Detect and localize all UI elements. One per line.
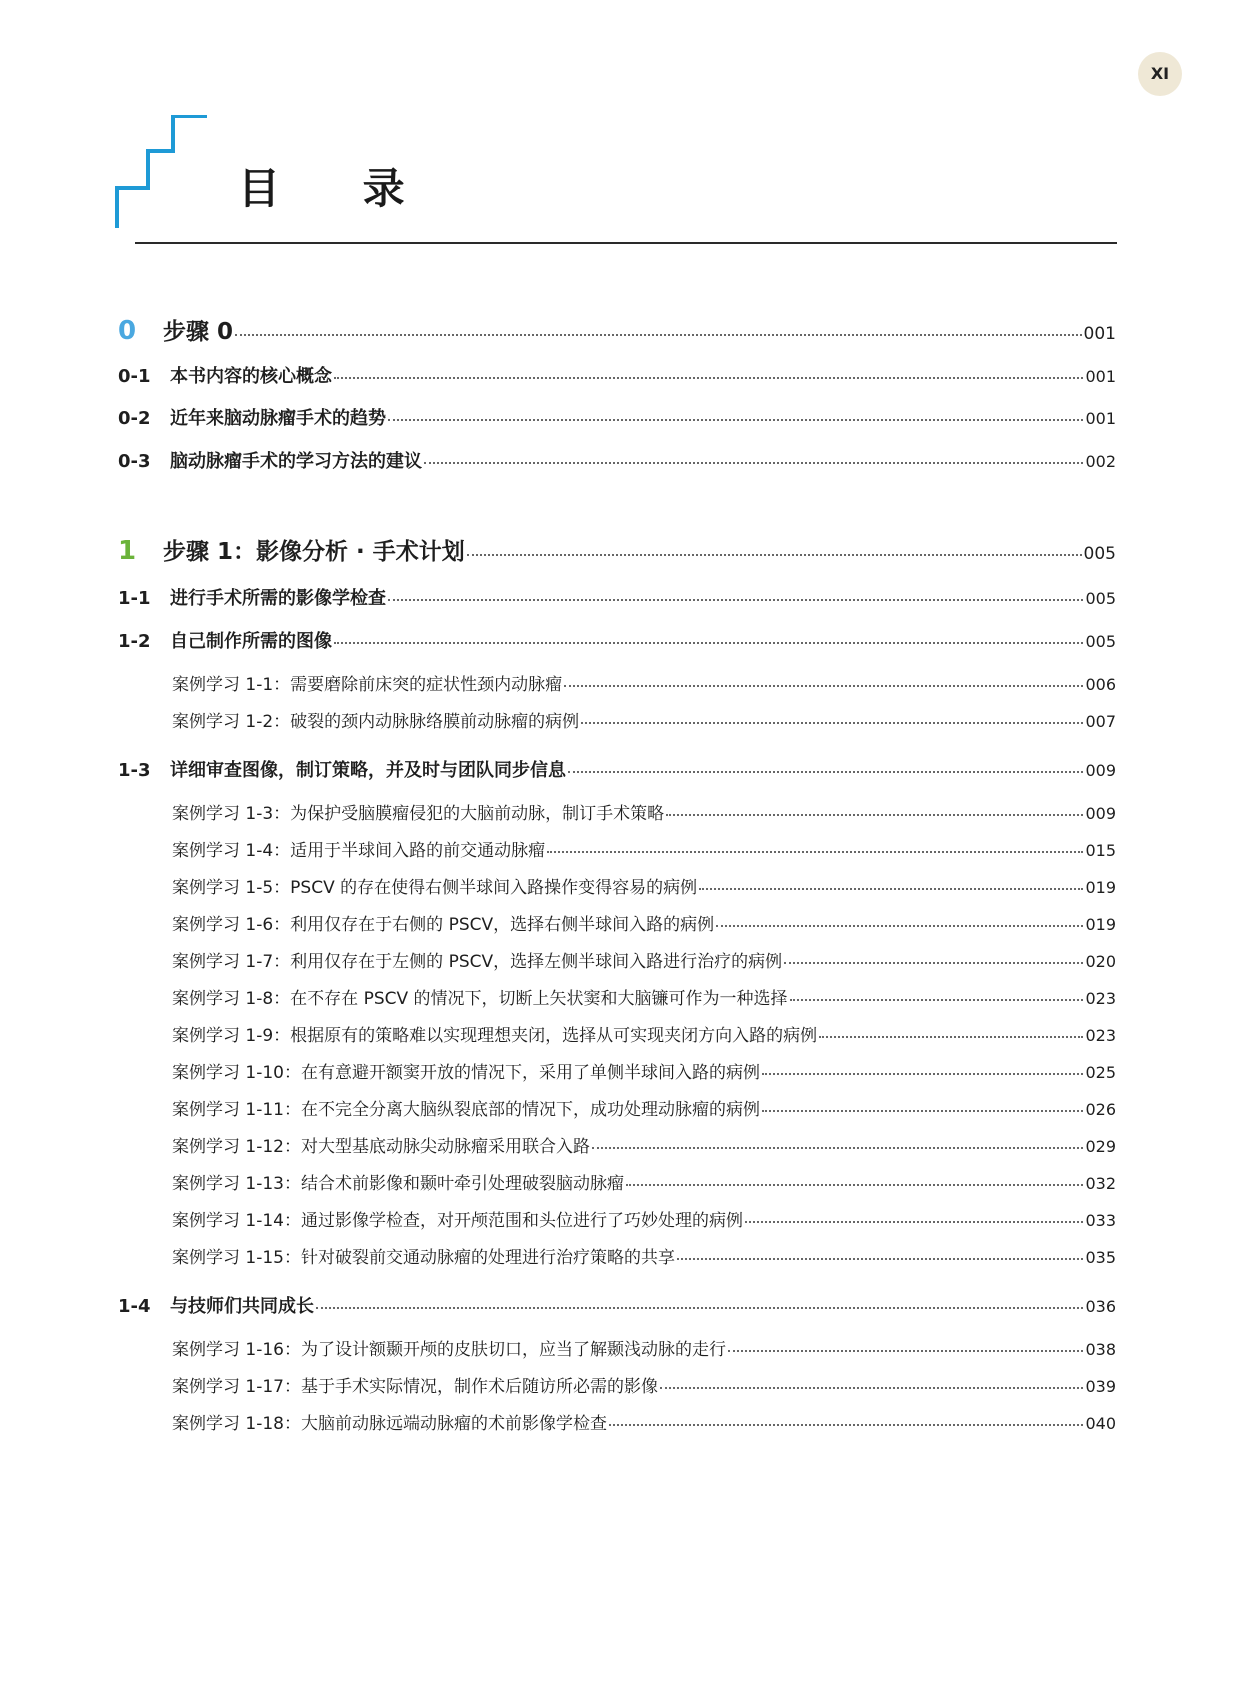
dot-leader [745,1221,1083,1223]
dot-leader [564,685,1083,687]
case-title: 案例学习 1-2：破裂的颈内动脉脉络膜前动脉瘤的病例 [172,712,580,732]
page-ref: 005 [1085,589,1116,608]
case-title: 案例学习 1-3：为保护受脑膜瘤侵犯的大脑前动脉，制订手术策略 [172,804,665,824]
page-ref: 002 [1085,452,1116,471]
case-title: 案例学习 1-5：PSCV 的存在使得右侧半球间入路操作变得容易的病例 [172,878,698,898]
dot-leader [568,771,1083,773]
section-number: 1-2 [118,631,151,652]
toc-section-0-1[interactable] [118,362,1116,388]
page-ref: 025 [1085,1063,1116,1082]
page-number-badge: XI [1138,52,1182,96]
case-title: 案例学习 1-1：需要磨除前床突的症状性颈内动脉瘤 [172,675,563,695]
page-ref: 020 [1085,952,1116,971]
page-ref: 019 [1085,878,1116,897]
page-ref: 005 [1083,544,1116,564]
dot-leader [609,1424,1083,1426]
section-title: 详细审查图像，制订策略，并及时与团队同步信息 [170,760,566,781]
page-ref: 015 [1085,841,1116,860]
toc-section-1-4[interactable] [118,1292,1116,1318]
section-number: 1-3 [118,760,151,781]
dot-leader [334,377,1083,379]
toc-case-1-1[interactable] [172,670,1116,695]
case-title: 案例学习 1-14：通过影像学检查，对开颅范围和头位进行了巧妙处理的病例 [172,1211,743,1231]
section-title: 近年来脑动脉瘤手术的趋势 [170,408,386,429]
toc-section-0-3[interactable] [118,447,1116,473]
toc-case-1-14[interactable] [172,1206,1116,1231]
section-number: 0-2 [118,408,151,429]
dot-leader [660,1387,1083,1389]
dot-leader [424,462,1083,464]
page-ref: 038 [1085,1340,1116,1359]
toc-case-1-13[interactable] [172,1169,1116,1194]
page-ref: 039 [1085,1377,1116,1396]
page-ref: 009 [1085,761,1116,780]
page-ref: 035 [1085,1248,1116,1267]
page-ref: 005 [1085,632,1116,651]
page-ref: 023 [1085,989,1116,1008]
toc-section-1-2[interactable] [118,627,1116,653]
dot-leader [547,851,1083,853]
dot-leader [819,1036,1083,1038]
case-title: 案例学习 1-10：在有意避开额窦开放的情况下，采用了单侧半球间入路的病例 [172,1063,760,1083]
section-title: 进行手术所需的影像学检查 [170,588,386,609]
dot-leader [388,419,1083,421]
toc-case-1-5[interactable] [172,873,1116,898]
dot-leader [699,888,1083,890]
page-ref: 036 [1085,1297,1116,1316]
dot-leader [728,1350,1083,1352]
dot-leader [677,1258,1083,1260]
page-ref: 001 [1085,409,1116,428]
page-ref: 019 [1085,915,1116,934]
toc-case-1-3[interactable] [172,799,1116,824]
page-ref: 026 [1085,1100,1116,1119]
chapter-title: 步骤 1：影像分析 · 手术计划 [163,539,465,565]
page-ref: 006 [1085,675,1116,694]
chapter-number: 0 [118,316,137,346]
case-title: 案例学习 1-16：为了设计额颞开颅的皮肤切口，应当了解颞浅动脉的走行 [172,1340,726,1360]
toc-case-1-12[interactable] [172,1132,1116,1157]
dot-leader [388,599,1083,601]
dot-leader [716,925,1083,927]
case-title: 案例学习 1-13：结合术前影像和颞叶牵引处理破裂脑动脉瘤 [172,1174,624,1194]
toc-case-1-4[interactable] [172,836,1116,861]
toc-case-1-8[interactable] [172,984,1116,1009]
dot-leader [334,642,1083,644]
dot-leader [592,1147,1083,1149]
toc-case-1-11[interactable] [172,1095,1116,1120]
toc-case-1-9[interactable] [172,1021,1116,1046]
toc-chapter-1[interactable] [118,533,1116,566]
toc-case-1-18[interactable] [172,1409,1116,1434]
section-number: 0-1 [118,366,151,387]
page-ref: 040 [1085,1414,1116,1433]
toc-case-1-7[interactable] [172,947,1116,972]
section-title: 脑动脉瘤手术的学习方法的建议 [170,451,422,472]
section-title: 与技师们共同成长 [170,1296,314,1317]
page-ref: 007 [1085,712,1116,731]
toc-chapter-0[interactable] [118,313,1116,346]
toc-case-1-16[interactable] [172,1335,1116,1360]
toc-case-1-10[interactable] [172,1058,1116,1083]
toc-section-1-1[interactable] [118,584,1116,610]
section-number: 0-3 [118,451,151,472]
page-ref: 001 [1085,367,1116,386]
toc-section-0-2[interactable] [118,404,1116,430]
section-title: 本书内容的核心概念 [170,366,332,387]
dot-leader [316,1307,1083,1309]
case-title: 案例学习 1-9：根据原有的策略难以实现理想夹闭，选择从可实现夹闭方向入路的病例 [172,1026,818,1046]
case-title: 案例学习 1-15：针对破裂前交通动脉瘤的处理进行治疗策略的共享 [172,1248,675,1268]
page-ref: 023 [1085,1026,1116,1045]
page-title: 目 录 [238,164,439,213]
toc-case-1-17[interactable] [172,1372,1116,1397]
case-title: 案例学习 1-18：大脑前动脉远端动脉瘤的术前影像学检查 [172,1414,607,1434]
case-title: 案例学习 1-11：在不完全分离大脑纵裂底部的情况下，成功处理动脉瘤的病例 [172,1100,760,1120]
toc-section-1-3[interactable] [118,756,1116,782]
case-title: 案例学习 1-6：利用仅存在于右侧的 PSCV，选择右侧半球间入路的病例 [172,915,715,935]
toc-case-1-2[interactable] [172,707,1116,732]
dot-leader [235,334,1082,336]
case-title: 案例学习 1-4：适用于半球间入路的前交通动脉瘤 [172,841,546,861]
section-number: 1-4 [118,1296,151,1317]
case-title: 案例学习 1-12：对大型基底动脉尖动脉瘤采用联合入路 [172,1137,590,1157]
toc-case-1-15[interactable] [172,1243,1116,1268]
dot-leader [762,1110,1083,1112]
case-title: 案例学习 1-7：利用仅存在于左侧的 PSCV，选择左侧半球间入路进行治疗的病例 [172,952,783,972]
chapter-number: 1 [118,536,137,566]
toc-case-1-6[interactable] [172,910,1116,935]
case-title: 案例学习 1-17：基于手术实际情况，制作术后随访所必需的影像 [172,1377,658,1397]
page-ref: 032 [1085,1174,1116,1193]
dot-leader [666,814,1083,816]
dot-leader [626,1184,1083,1186]
page-ref: 009 [1085,804,1116,823]
chapter-title: 步骤 0 [163,319,234,345]
section-title: 自己制作所需的图像 [170,631,332,652]
page-ref: 033 [1085,1211,1116,1230]
dot-leader [467,554,1082,556]
page-ref: 029 [1085,1137,1116,1156]
dot-leader [762,1073,1083,1075]
dot-leader [581,722,1083,724]
section-number: 1-1 [118,588,151,609]
dot-leader [784,962,1083,964]
page-ref: 001 [1083,324,1116,344]
dot-leader [790,999,1084,1001]
case-title: 案例学习 1-8：在不存在 PSCV 的情况下，切断上矢状窦和大脑镰可作为一种选择 [172,989,788,1009]
